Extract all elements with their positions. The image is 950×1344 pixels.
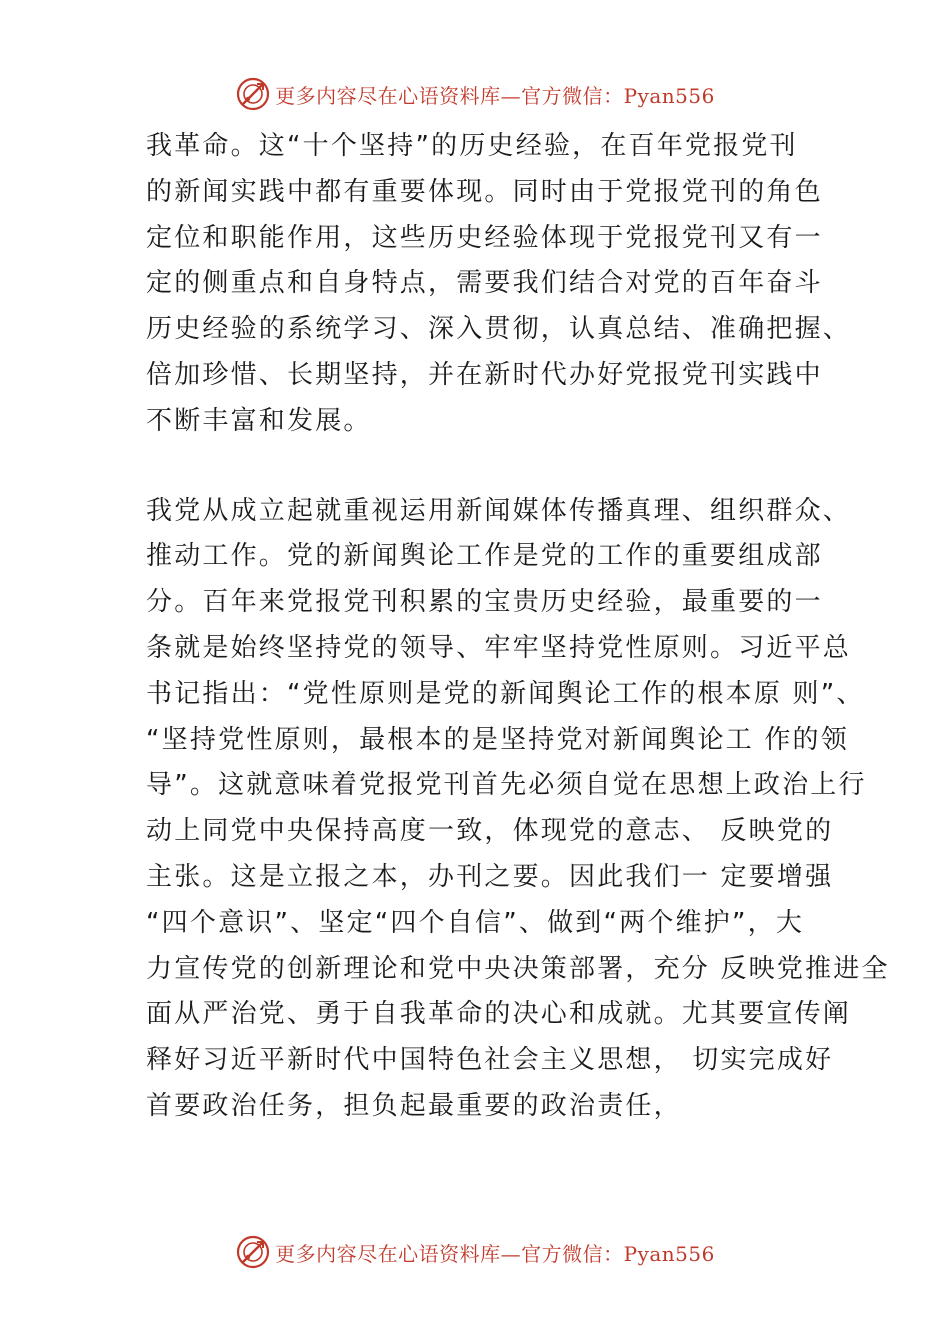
text-line: 不断丰富和发展。 bbox=[146, 405, 372, 436]
paragraph-1 bbox=[146, 124, 852, 445]
text-line: 我党从成立起就重视运用新闻媒体传播真理、组织群众、 bbox=[146, 495, 852, 526]
text-line: 面从严治党、勇于自我革命的决心和成就。尤其要宣传阐 bbox=[146, 999, 852, 1030]
footer-banner-text: 更多内容尽在心语资料库—官方微信：Pyan556 bbox=[275, 1241, 715, 1266]
text-line: 定的侧重点和自身特点，需要我们结合对党的百年奋斗 bbox=[146, 268, 823, 299]
text-line: 倍加珍惜、长期坚持，并在新时代办好党报党刊实践中 bbox=[146, 359, 823, 390]
text-line: 动上同党中央保持高度一致，体现党的意志、 反映党的 bbox=[146, 816, 834, 847]
text-line: “四个意识”、坚定“四个自信”、做到“两个维护”，大 bbox=[146, 907, 805, 938]
logo-icon bbox=[235, 1234, 271, 1270]
paragraph-2 bbox=[146, 489, 890, 1130]
document-body bbox=[146, 124, 890, 1130]
text-line: 主张。这是立报之本，办刊之要。因此我们一 定要增强 bbox=[146, 861, 834, 892]
text-line: “坚持党性原则，最根本的是坚持党对新闻舆论工 作的领 bbox=[146, 724, 849, 755]
text-line: 我革命。这“十个坚持”的历史经验，在百年党报党刊 bbox=[146, 131, 798, 161]
text-line: 条就是始终坚持党的领导、牢牢坚持党性原则。习近平总 bbox=[146, 632, 852, 663]
header-banner bbox=[0, 72, 950, 116]
logo-icon bbox=[235, 76, 271, 112]
text-line: 定位和职能作用，这些历史经验体现于党报党刊又有一 bbox=[146, 222, 823, 253]
text-line: 导”。这就意味着党报党刊首先必须自觉在思想上政治上行 bbox=[146, 770, 867, 801]
text-line: 释好习近平新时代中国特色社会主义思想， 切实完成好 bbox=[146, 1045, 834, 1076]
text-line: 力宣传党的创新理论和党中央决策部署，充分 反映党推进全 bbox=[146, 953, 890, 984]
text-line: 书记指出：“党性原则是党的新闻舆论工作的根本原 则”、 bbox=[146, 678, 865, 709]
header-banner-text: 更多内容尽在心语资料库—官方微信：Pyan556 bbox=[275, 83, 715, 108]
text-line: 历史经验的系统学习、深入贯彻，认真总结、准确把握、 bbox=[146, 314, 852, 345]
footer-banner bbox=[0, 1230, 950, 1274]
paragraph-gap bbox=[146, 445, 846, 489]
text-line: 首要政治任务，担负起最重要的政治责任， bbox=[146, 1090, 682, 1121]
text-line: 推动工作。党的新闻舆论工作是党的工作的重要组成部 bbox=[146, 541, 823, 572]
text-line: 的新闻实践中都有重要体现。同时由于党报党刊的角色 bbox=[146, 176, 823, 207]
text-line: 分。百年来党报党刊积累的宝贵历史经验，最重要的一 bbox=[146, 587, 823, 618]
